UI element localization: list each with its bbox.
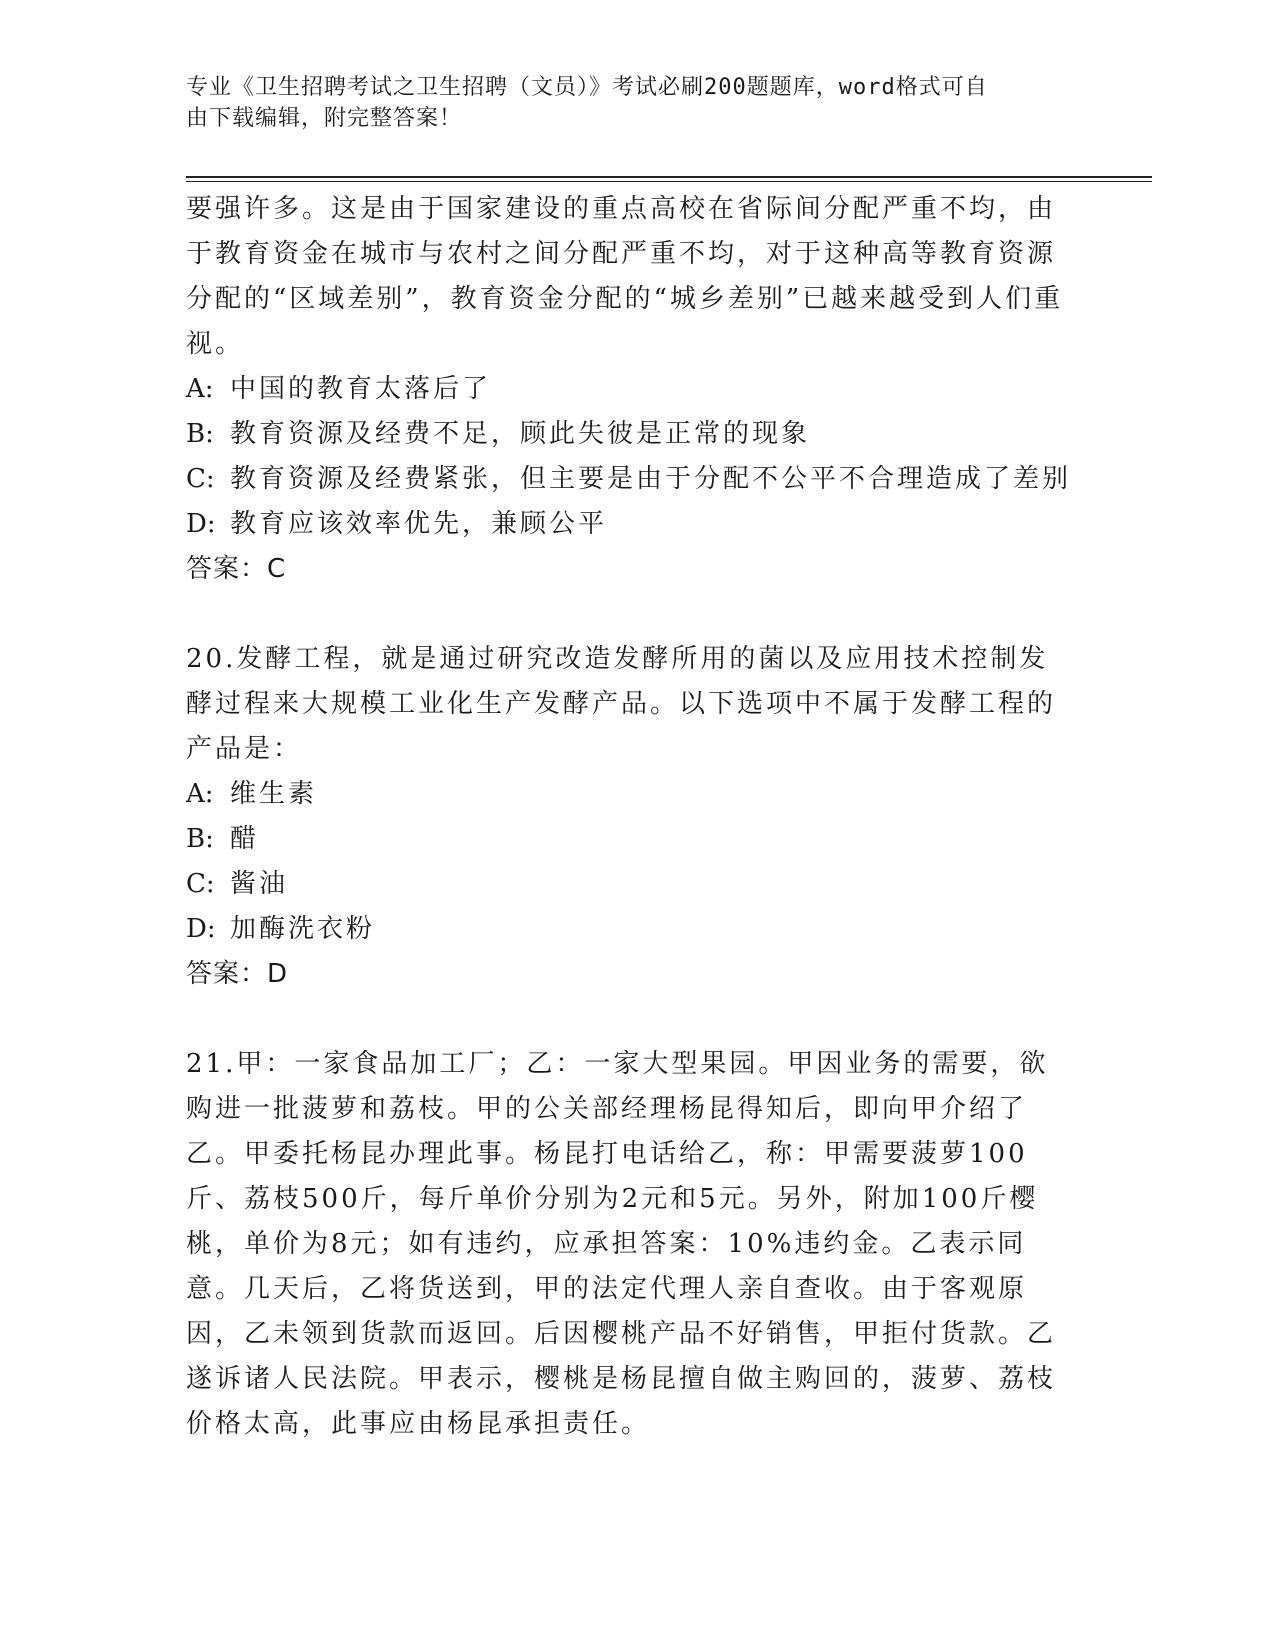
question-19-answer: 答案：C (186, 554, 287, 584)
option-text: 加酶洗衣粉 (230, 914, 376, 944)
option-letter: C: (186, 869, 215, 899)
header-line-1: 专业《卫生招聘考试之卫生招聘（文员）》考试必刷200题题库，word格式可自 (186, 75, 988, 100)
page-header (186, 72, 1066, 134)
option-text: 教育资源及经费不足，顾此失彼是正常的现象 (230, 419, 811, 449)
question-19-option-c (186, 457, 1072, 502)
question-21-stem: 21.甲：一家食品加工厂；乙：一家大型果园。甲因业务的需要，欲购进一批菠萝和荔枝。甲的公关部经理杨昆得知后，即向甲介绍了乙。甲委托杨昆办理此事。杨昆打电话给乙，称：甲需要菠萝100斤、荔枝500斤，每斤单价分别为2元和5元。另外，附加100斤樱桃，单价为8元；如有违约，应承担答案：10%违约金。乙表示同意。几天后，乙将货送到，甲的法定代理人亲自查收。由于客观原因，乙未领到货款而返回。后因樱桃产品不好销售，甲拒付货款。乙遂诉诸人民法院。甲表示，樱桃是杨昆擅自做主购回的，菠萝、荔枝价格太高，此事应由杨昆承担责任。 (186, 1049, 1057, 1439)
option-letter: C: (186, 464, 215, 494)
option-text: 酱油 (230, 869, 289, 899)
option-text: 醋 (230, 824, 260, 854)
question-spacer (186, 592, 1066, 637)
option-letter: A: (186, 779, 214, 809)
document-body (186, 187, 1072, 1447)
option-letter: D: (186, 509, 216, 539)
question-19-stem: 要强许多。这是由于国家建设的重点高校在省际间分配严重不均，由于教育资金在城市与农村之间分配严重不均，对于这种高等教育资源分配的“区域差别”，教育资金分配的“城乡差别”已越来越受到人们重视。 (186, 194, 1064, 359)
question-20-stem: 20.发酵工程，就是通过研究改造发酵所用的菌以及应用技术控制发酵过程来大规模工业化生产发酵产品。以下选项中不属于发酵工程的产品是： (186, 644, 1057, 764)
question-19 (186, 187, 1072, 592)
question-20-option-c (186, 862, 1066, 907)
option-text: 中国的教育太落后了 (230, 374, 492, 404)
option-letter: A: (186, 374, 214, 404)
header-divider-thick (186, 176, 1152, 178)
header-divider-thin (186, 181, 1152, 182)
question-20 (186, 637, 1066, 997)
option-text: 教育资源及经费紧张，但主要是由于分配不公平不合理造成了差别 (230, 464, 1072, 494)
option-letter: B: (186, 419, 214, 449)
question-20-option-d (186, 907, 1066, 952)
option-text: 维生素 (230, 779, 318, 809)
option-text: 教育应该效率优先，兼顾公平 (230, 509, 608, 539)
header-line-2: 由下载编辑，附完整答案！ (186, 106, 463, 131)
question-19-option-a (186, 367, 1066, 412)
question-20-answer: 答案：D (186, 959, 289, 989)
option-letter: B: (186, 824, 214, 854)
question-20-option-a (186, 772, 1066, 817)
question-19-option-b (186, 412, 1066, 457)
question-spacer (186, 997, 1066, 1042)
question-19-option-d (186, 502, 1066, 547)
option-letter: D: (186, 914, 216, 944)
question-20-option-b (186, 817, 1066, 862)
question-21 (186, 1042, 1066, 1447)
